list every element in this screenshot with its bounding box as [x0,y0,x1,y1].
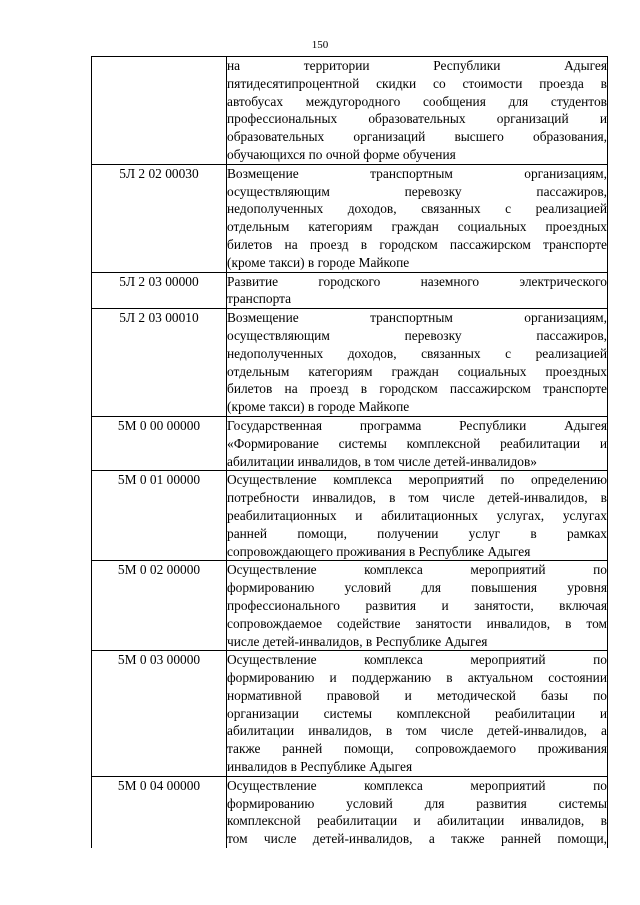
classification-code: 5М 0 04 00000 [92,776,227,848]
table-row [92,309,608,417]
description-line: том числе детей-инвалидов, а также ранней помощи, [227,831,607,847]
classification-code: 5М 0 02 00000 [92,561,227,651]
description-line: Осуществление комплекса мероприятий по определению [227,472,607,488]
expenditure-description [227,272,608,309]
description-line: профессиональных образовательных организаций и [227,111,607,127]
description-line: пятидесятипроцентной скидки со стоимости проезда в [227,75,607,91]
expenditure-description [227,309,608,417]
description-line: Осуществление комплекса мероприятий по [227,652,607,668]
description-line: «Формирование системы комплексной реабилитации и [227,435,607,451]
table-row [92,471,608,561]
page-number: 150 [311,39,329,51]
description-line: Развитие городского наземного электрического [227,273,607,289]
expenditure-description [227,416,608,470]
description-line: формированию условий для повышения уровня [227,580,607,596]
expenditure-description [227,471,608,561]
description-line: осуществляющим перевозку пассажиров, [227,327,607,343]
description-line: также ранней помощи, сопровождаемого проживания [227,741,607,757]
description-line: транспорта [227,291,292,307]
description-line: реабилитационных и абилитационных услугах, услугах [227,507,607,523]
description-line: недополученных доходов, связанных с реализацией [227,201,607,217]
description-line: организации системы комплексной реабилитации и [227,705,607,721]
classification-code: 5Л 2 03 00010 [92,309,227,417]
description-line: Возмещение транспортным организациям, [227,310,607,326]
description-line: абилитации инвалидов, в том числе детей-инвалидов» [227,453,538,469]
description-line: нормативной правовой и методической базы по [227,687,607,703]
description-line: Осуществление комплекса мероприятий по [227,562,607,578]
description-line: отдельным категориям граждан социальных проездных [227,363,607,379]
description-line: профессионального развития и занятости, включая [227,597,607,613]
description-line: образовательных организаций высшего образования, [227,129,607,145]
description-line: ранней помощи, получении услуг в рамках [227,525,607,541]
table-row [92,57,608,165]
description-line: осуществляющим перевозку пассажиров, [227,183,607,199]
classification-code: 5Л 2 02 00030 [92,164,227,272]
description-line: недополученных доходов, связанных с реализацией [227,345,607,361]
table-row [92,776,608,848]
classification-code: 5Л 2 03 00000 [92,272,227,309]
classification-code [92,57,227,165]
description-line: Возмещение транспортным организациям, [227,165,607,181]
classification-code: 5М 0 03 00000 [92,651,227,777]
description-line: абилитации инвалидов, в том числе детей-инвалидов, а [227,723,607,739]
description-line: обучающихся по очной форме обучения [227,146,456,162]
table-row [92,272,608,309]
description-line: сопровождаемое содействие занятости инвалидов, в том [227,615,607,631]
expenditure-description [227,651,608,777]
table-body [92,57,608,849]
description-line: числе детей-инвалидов, в Республике Адыгея [227,633,488,649]
description-line: билетов на проезд в городском пассажирском транспорте [227,381,607,397]
table-row [92,561,608,651]
table-row [92,416,608,470]
expenditure-description [227,561,608,651]
description-line: формированию и поддержанию в актуальном состоянии [227,670,607,686]
expenditure-description [227,164,608,272]
expenditure-description [227,776,608,848]
description-line: сопровождающего проживания в Республике Адыгея [227,543,531,559]
description-line: билетов на проезд в городском пассажирском транспорте [227,236,607,252]
description-line: автобусах междугородного сообщения для студентов [227,93,607,109]
description-line: (кроме такси) в городе Майкопе [227,254,410,270]
table-row [92,651,608,777]
budget-classification-table [91,56,608,848]
description-line: формированию условий для развития системы [227,795,607,811]
table-row [92,164,608,272]
expenditure-description [227,57,608,165]
classification-code: 5М 0 00 00000 [92,416,227,470]
description-line: отдельным категориям граждан социальных проездных [227,219,607,235]
classification-code: 5М 0 01 00000 [92,471,227,561]
description-line: потребности инвалидов, в том числе детей-инвалидов, в [227,490,607,506]
description-line: (кроме такси) в городе Майкопе [227,399,410,415]
description-line: комплексной реабилитации и абилитации инвалидов, в [227,813,607,829]
description-line: Государственная программа Республики Адыгея [227,417,607,433]
description-line: Осуществление комплекса мероприятий по [227,777,607,793]
description-line: на территории Республики Адыгея [227,58,607,73]
description-line: инвалидов в Республике Адыгея [227,759,413,775]
